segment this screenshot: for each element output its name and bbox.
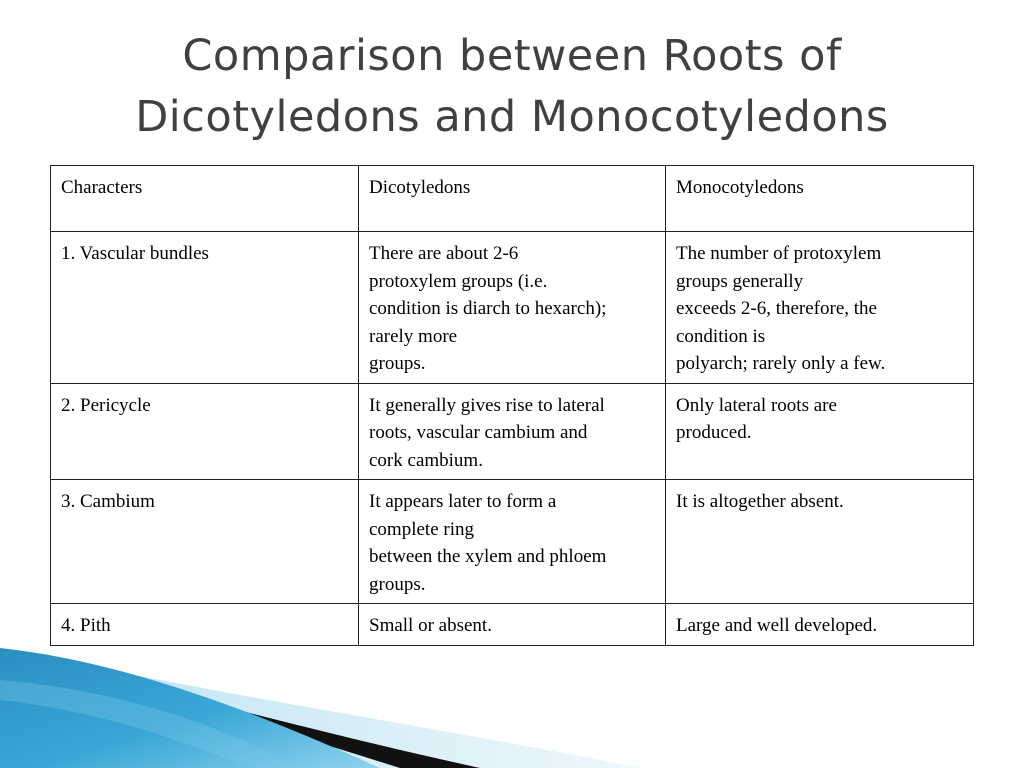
table-row (51, 604, 974, 646)
cell-text-line: Small or absent. (369, 615, 492, 636)
cell-text-line: groups. (369, 573, 426, 595)
blue-swoosh-shape (0, 648, 380, 768)
cell-text-line: cork cambium. (369, 449, 483, 471)
cell-monocot (666, 383, 974, 480)
cell-text-line: roots, vascular cambium and (369, 422, 588, 443)
table-row (51, 480, 974, 604)
cell-text-line: It is altogether absent. (676, 491, 844, 512)
cell-dicot (359, 383, 666, 480)
cell-dicot (359, 480, 666, 604)
cell-text-line: exceeds 2-6, therefore, the (676, 298, 877, 319)
header-dicotyledons: Dicotyledons (359, 166, 666, 232)
cell-character: 1. Vascular bundles (51, 232, 359, 384)
cell-text-line: It generally gives rise to lateral (369, 394, 605, 416)
cell-monocot (666, 232, 974, 384)
cell-monocot (666, 604, 974, 646)
cell-text-line: Only lateral roots are (676, 394, 837, 416)
cell-text-line: The number of protoxylem (676, 243, 882, 264)
header-characters: Characters (51, 166, 359, 232)
cell-character: 4. Pith (51, 604, 359, 646)
cell-text-line: protoxylem groups (i.e. (369, 270, 548, 292)
pale-swoosh-shape (60, 660, 640, 768)
slide-title (40, 26, 984, 148)
cell-text-line: condition is (676, 325, 766, 347)
cell-character: 3. Cambium (51, 480, 359, 604)
cell-text-line: It appears later to form a (369, 491, 557, 512)
slide-title-line-2: Dicotyledons and Monocotyledons (135, 92, 889, 142)
table-row (51, 232, 974, 384)
comparison-table (50, 165, 974, 646)
cell-text-line: There are about 2-6 (369, 243, 519, 264)
cell-dicot (359, 604, 666, 646)
cell-text-line: complete ring (369, 518, 474, 540)
table-row (51, 383, 974, 480)
black-swoosh-shape (50, 662, 480, 768)
slide-title-line-1: Comparison between Roots of (182, 31, 842, 81)
cell-text-line: groups. (369, 353, 426, 374)
cell-text-line: condition is diarch to hexarch); (369, 298, 607, 319)
cell-text-line: rarely more (369, 325, 458, 347)
header-monocotyledons: Monocotyledons (666, 166, 974, 232)
cell-dicot (359, 232, 666, 384)
cell-monocot (666, 480, 974, 604)
cell-character: 2. Pericycle (51, 383, 359, 480)
cell-text-line: Large and well developed. (676, 615, 878, 636)
cell-text-line: between the xylem and phloem (369, 546, 607, 567)
table-header-row (51, 166, 974, 232)
blue-highlight-shape (0, 680, 300, 768)
cell-text-line: produced. (676, 422, 752, 443)
cell-text-line: groups generally (676, 270, 804, 292)
cell-text-line: polyarch; rarely only a few. (676, 353, 886, 374)
